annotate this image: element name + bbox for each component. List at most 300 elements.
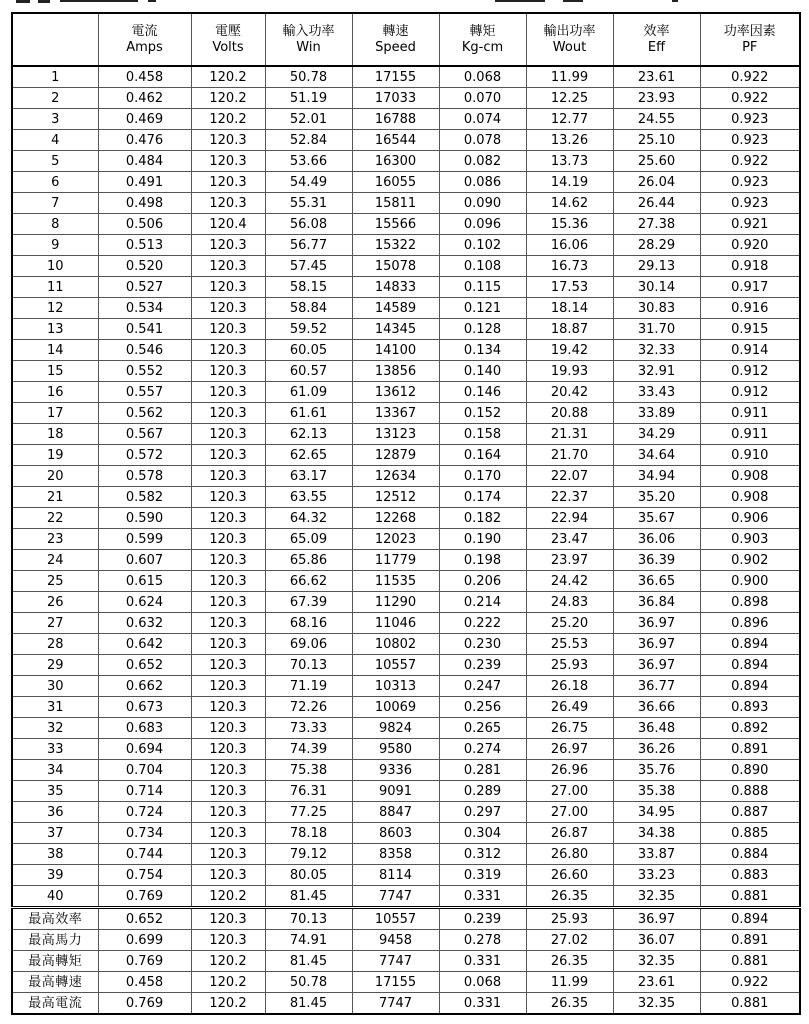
cell-win: 68.16 <box>265 613 352 634</box>
table-row <box>12 487 800 508</box>
table-row <box>12 88 800 109</box>
column-header-win <box>265 13 352 66</box>
column-header-en: Kg-cm <box>461 39 504 55</box>
cell-win: 73.33 <box>265 718 352 739</box>
cell-win: 51.19 <box>265 88 352 109</box>
cell-index: 9 <box>12 235 98 256</box>
table-row <box>12 193 800 214</box>
cell-volts: 120.3 <box>191 613 265 634</box>
cell-win: 67.39 <box>265 592 352 613</box>
cell-volts: 120.2 <box>191 109 265 130</box>
cell-amps: 0.704 <box>98 760 191 781</box>
cell-amps: 0.673 <box>98 697 191 718</box>
column-header-eff <box>613 13 700 66</box>
cell-speed: 15566 <box>352 214 439 235</box>
column-header-zh: 轉速 <box>382 23 409 39</box>
cell-eff: 32.35 <box>613 886 700 908</box>
cell-wout: 21.70 <box>526 445 613 466</box>
cell-eff: 36.77 <box>613 676 700 697</box>
table-row <box>12 676 800 697</box>
cell-index: 10 <box>12 256 98 277</box>
cell-wout: 19.42 <box>526 340 613 361</box>
cell-volts: 120.2 <box>191 66 265 88</box>
cell-wout: 11.99 <box>526 66 613 88</box>
column-header-index <box>12 13 98 66</box>
summary-rows <box>12 908 800 1015</box>
cell-speed: 8847 <box>352 802 439 823</box>
cell-volts: 120.3 <box>191 487 265 508</box>
cell-amps: 0.534 <box>98 298 191 319</box>
cell-win: 61.61 <box>265 403 352 424</box>
summary-label: 最高馬力 <box>12 930 98 951</box>
cell-win: 74.39 <box>265 739 352 760</box>
cell-eff: 32.35 <box>613 993 700 1015</box>
cell-win: 71.19 <box>265 676 352 697</box>
cell-index: 7 <box>12 193 98 214</box>
cell-torque: 0.274 <box>439 739 526 760</box>
table-row <box>12 445 800 466</box>
cell-pf: 0.898 <box>700 592 800 613</box>
cell-wout: 26.18 <box>526 676 613 697</box>
cell-eff: 36.84 <box>613 592 700 613</box>
cell-torque: 0.140 <box>439 361 526 382</box>
cell-torque: 0.090 <box>439 193 526 214</box>
cell-pf: 0.891 <box>700 930 800 951</box>
cell-amps: 0.694 <box>98 739 191 760</box>
cell-volts: 120.3 <box>191 235 265 256</box>
cell-amps: 0.662 <box>98 676 191 697</box>
cell-amps: 0.458 <box>98 972 191 993</box>
cell-volts: 120.3 <box>191 908 265 930</box>
cell-pf: 0.894 <box>700 676 800 697</box>
cell-index: 35 <box>12 781 98 802</box>
cell-wout: 23.47 <box>526 529 613 550</box>
cell-pf: 0.917 <box>700 277 800 298</box>
cell-index: 4 <box>12 130 98 151</box>
cell-wout: 21.31 <box>526 424 613 445</box>
column-header-zh: 輸入功率 <box>282 23 335 39</box>
cell-index: 37 <box>12 823 98 844</box>
cell-wout: 16.06 <box>526 235 613 256</box>
cell-speed: 13123 <box>352 424 439 445</box>
table-header <box>12 13 800 66</box>
cell-pf: 0.923 <box>700 193 800 214</box>
cell-pf: 0.916 <box>700 298 800 319</box>
cell-wout: 22.07 <box>526 466 613 487</box>
cell-speed: 14345 <box>352 319 439 340</box>
cell-pf: 0.923 <box>700 130 800 151</box>
cell-amps: 0.484 <box>98 151 191 172</box>
cell-pf: 0.923 <box>700 109 800 130</box>
cell-speed: 14589 <box>352 298 439 319</box>
cell-index: 31 <box>12 697 98 718</box>
table-row <box>12 844 800 865</box>
summary-row <box>12 972 800 993</box>
cell-volts: 120.3 <box>191 508 265 529</box>
cell-speed: 9336 <box>352 760 439 781</box>
cell-pf: 0.881 <box>700 886 800 908</box>
cell-eff: 33.43 <box>613 382 700 403</box>
cell-speed: 17155 <box>352 972 439 993</box>
cell-eff: 36.66 <box>613 697 700 718</box>
cell-eff: 28.29 <box>613 235 700 256</box>
cell-speed: 17033 <box>352 88 439 109</box>
cell-speed: 8603 <box>352 823 439 844</box>
cell-win: 76.31 <box>265 781 352 802</box>
cell-wout: 12.77 <box>526 109 613 130</box>
cell-torque: 0.222 <box>439 613 526 634</box>
cell-amps: 0.578 <box>98 466 191 487</box>
cell-volts: 120.3 <box>191 319 265 340</box>
cell-index: 34 <box>12 760 98 781</box>
cell-wout: 20.88 <box>526 403 613 424</box>
cell-pf: 0.887 <box>700 802 800 823</box>
cell-eff: 36.06 <box>613 529 700 550</box>
cell-pf: 0.894 <box>700 655 800 676</box>
cell-eff: 29.13 <box>613 256 700 277</box>
table-row <box>12 718 800 739</box>
cell-volts: 120.3 <box>191 445 265 466</box>
cell-wout: 26.60 <box>526 865 613 886</box>
cell-amps: 0.744 <box>98 844 191 865</box>
cell-amps: 0.632 <box>98 613 191 634</box>
cell-wout: 12.25 <box>526 88 613 109</box>
cell-amps: 0.462 <box>98 88 191 109</box>
cell-pf: 0.911 <box>700 424 800 445</box>
cell-speed: 10557 <box>352 908 439 930</box>
cell-index: 28 <box>12 634 98 655</box>
summary-label: 最高效率 <box>12 908 98 930</box>
cell-win: 77.25 <box>265 802 352 823</box>
cell-eff: 25.60 <box>613 151 700 172</box>
cell-index: 5 <box>12 151 98 172</box>
cell-volts: 120.3 <box>191 718 265 739</box>
table-row <box>12 886 800 908</box>
table-row <box>12 340 800 361</box>
cell-torque: 0.158 <box>439 424 526 445</box>
cell-amps: 0.557 <box>98 382 191 403</box>
cell-torque: 0.239 <box>439 655 526 676</box>
cell-speed: 13856 <box>352 361 439 382</box>
cell-index: 38 <box>12 844 98 865</box>
cell-volts: 120.3 <box>191 256 265 277</box>
cell-torque: 0.281 <box>439 760 526 781</box>
cell-volts: 120.2 <box>191 88 265 109</box>
table-row <box>12 865 800 886</box>
cell-eff: 34.29 <box>613 424 700 445</box>
cell-wout: 13.26 <box>526 130 613 151</box>
cell-index: 15 <box>12 361 98 382</box>
table-row <box>12 403 800 424</box>
cell-win: 66.62 <box>265 571 352 592</box>
cell-wout: 20.42 <box>526 382 613 403</box>
cell-torque: 0.331 <box>439 993 526 1015</box>
cell-index: 8 <box>12 214 98 235</box>
cell-speed: 14833 <box>352 277 439 298</box>
cell-win: 50.78 <box>265 66 352 88</box>
cell-torque: 0.319 <box>439 865 526 886</box>
table-row <box>12 298 800 319</box>
cell-speed: 10313 <box>352 676 439 697</box>
cell-amps: 0.546 <box>98 340 191 361</box>
cell-pf: 0.881 <box>700 993 800 1015</box>
cell-win: 65.09 <box>265 529 352 550</box>
cell-wout: 15.36 <box>526 214 613 235</box>
cell-speed: 10069 <box>352 697 439 718</box>
cell-wout: 13.73 <box>526 151 613 172</box>
cell-speed: 7747 <box>352 886 439 908</box>
cell-wout: 22.94 <box>526 508 613 529</box>
table-row <box>12 235 800 256</box>
cell-volts: 120.3 <box>191 550 265 571</box>
cell-amps: 0.582 <box>98 487 191 508</box>
cell-torque: 0.146 <box>439 382 526 403</box>
cell-wout: 18.14 <box>526 298 613 319</box>
cell-index: 29 <box>12 655 98 676</box>
cell-speed: 12023 <box>352 529 439 550</box>
cell-volts: 120.3 <box>191 676 265 697</box>
cell-pf: 0.891 <box>700 739 800 760</box>
cell-volts: 120.3 <box>191 844 265 865</box>
cell-torque: 0.068 <box>439 972 526 993</box>
cell-eff: 36.48 <box>613 718 700 739</box>
cell-wout: 25.20 <box>526 613 613 634</box>
cell-torque: 0.182 <box>439 508 526 529</box>
table-row <box>12 760 800 781</box>
cell-torque: 0.174 <box>439 487 526 508</box>
cell-index: 32 <box>12 718 98 739</box>
cell-torque: 0.086 <box>439 172 526 193</box>
cell-speed: 12879 <box>352 445 439 466</box>
cell-pf: 0.922 <box>700 66 800 88</box>
cell-index: 30 <box>12 676 98 697</box>
cell-pf: 0.908 <box>700 487 800 508</box>
cell-pf: 0.908 <box>700 466 800 487</box>
cell-index: 21 <box>12 487 98 508</box>
cell-speed: 12634 <box>352 466 439 487</box>
cell-torque: 0.297 <box>439 802 526 823</box>
cell-win: 64.32 <box>265 508 352 529</box>
column-header-amps <box>98 13 191 66</box>
cell-wout: 14.19 <box>526 172 613 193</box>
cell-index: 23 <box>12 529 98 550</box>
cell-speed: 7747 <box>352 993 439 1015</box>
cell-pf: 0.894 <box>700 908 800 930</box>
cell-pf: 0.912 <box>700 382 800 403</box>
cell-eff: 36.97 <box>613 908 700 930</box>
table-row <box>12 214 800 235</box>
cell-win: 79.12 <box>265 844 352 865</box>
cell-wout: 11.99 <box>526 972 613 993</box>
cell-volts: 120.3 <box>191 760 265 781</box>
cell-eff: 33.87 <box>613 844 700 865</box>
cell-eff: 36.39 <box>613 550 700 571</box>
cell-volts: 120.4 <box>191 214 265 235</box>
column-header-torque <box>439 13 526 66</box>
cell-wout: 26.35 <box>526 951 613 972</box>
cell-torque: 0.152 <box>439 403 526 424</box>
cell-wout: 26.87 <box>526 823 613 844</box>
cell-eff: 32.35 <box>613 951 700 972</box>
summary-label: 最高轉矩 <box>12 951 98 972</box>
cell-eff: 35.76 <box>613 760 700 781</box>
cell-wout: 26.75 <box>526 718 613 739</box>
table-row <box>12 466 800 487</box>
cell-volts: 120.3 <box>191 823 265 844</box>
cell-eff: 30.83 <box>613 298 700 319</box>
cell-torque: 0.082 <box>439 151 526 172</box>
cell-speed: 10557 <box>352 655 439 676</box>
cell-amps: 0.769 <box>98 886 191 908</box>
cell-index: 25 <box>12 571 98 592</box>
column-header-zh: 電流 <box>131 23 158 39</box>
cell-amps: 0.469 <box>98 109 191 130</box>
cell-speed: 12512 <box>352 487 439 508</box>
cell-amps: 0.476 <box>98 130 191 151</box>
column-header-en: PF <box>742 39 758 55</box>
cell-eff: 23.61 <box>613 66 700 88</box>
cell-torque: 0.304 <box>439 823 526 844</box>
cell-pf: 0.883 <box>700 865 800 886</box>
cell-amps: 0.652 <box>98 655 191 676</box>
cell-eff: 34.38 <box>613 823 700 844</box>
column-header-wout <box>526 13 613 66</box>
cell-torque: 0.265 <box>439 718 526 739</box>
cell-win: 50.78 <box>265 972 352 993</box>
table-row <box>12 109 800 130</box>
cell-torque: 0.070 <box>439 88 526 109</box>
cell-pf: 0.922 <box>700 88 800 109</box>
table-row <box>12 823 800 844</box>
cell-torque: 0.206 <box>439 571 526 592</box>
cell-win: 74.91 <box>265 930 352 951</box>
cell-pf: 0.893 <box>700 697 800 718</box>
cell-index: 6 <box>12 172 98 193</box>
cell-volts: 120.3 <box>191 277 265 298</box>
cell-torque: 0.198 <box>439 550 526 571</box>
header-row <box>12 13 800 66</box>
cell-win: 52.84 <box>265 130 352 151</box>
cell-pf: 0.906 <box>700 508 800 529</box>
cell-speed: 8358 <box>352 844 439 865</box>
cell-speed: 16788 <box>352 109 439 130</box>
cell-amps: 0.498 <box>98 193 191 214</box>
cell-torque: 0.096 <box>439 214 526 235</box>
cell-torque: 0.164 <box>439 445 526 466</box>
cell-amps: 0.754 <box>98 865 191 886</box>
column-header-zh: 電壓 <box>214 23 241 39</box>
cell-speed: 16300 <box>352 151 439 172</box>
cell-win: 81.45 <box>265 993 352 1015</box>
column-header-zh: 效率 <box>643 23 670 39</box>
cell-index: 3 <box>12 109 98 130</box>
cell-speed: 16544 <box>352 130 439 151</box>
cell-index: 39 <box>12 865 98 886</box>
cell-eff: 32.91 <box>613 361 700 382</box>
cell-win: 56.77 <box>265 235 352 256</box>
table-row <box>12 130 800 151</box>
cell-torque: 0.102 <box>439 235 526 256</box>
cell-speed: 17155 <box>352 66 439 88</box>
cell-speed: 14100 <box>352 340 439 361</box>
table-row <box>12 66 800 88</box>
cell-eff: 35.20 <box>613 487 700 508</box>
column-header-zh: 轉矩 <box>469 23 496 39</box>
cell-speed: 11046 <box>352 613 439 634</box>
cell-wout: 26.97 <box>526 739 613 760</box>
cell-amps: 0.642 <box>98 634 191 655</box>
cell-pf: 0.894 <box>700 634 800 655</box>
column-header-speed <box>352 13 439 66</box>
table-row <box>12 592 800 613</box>
cell-win: 81.45 <box>265 951 352 972</box>
cell-pf: 0.902 <box>700 550 800 571</box>
column-header-en: Speed <box>375 39 416 55</box>
measurement-rows <box>12 66 800 908</box>
cell-pf: 0.922 <box>700 972 800 993</box>
cell-volts: 120.3 <box>191 382 265 403</box>
cell-volts: 120.3 <box>191 592 265 613</box>
column-header-en: Volts <box>212 39 244 55</box>
cell-speed: 11290 <box>352 592 439 613</box>
cell-pf: 0.915 <box>700 319 800 340</box>
cell-wout: 25.93 <box>526 655 613 676</box>
cell-win: 55.31 <box>265 193 352 214</box>
summary-label: 最高轉速 <box>12 972 98 993</box>
cell-wout: 27.00 <box>526 802 613 823</box>
cell-eff: 36.97 <box>613 634 700 655</box>
cell-amps: 0.527 <box>98 277 191 298</box>
cell-amps: 0.572 <box>98 445 191 466</box>
cell-speed: 9824 <box>352 718 439 739</box>
cell-volts: 120.3 <box>191 340 265 361</box>
cell-volts: 120.3 <box>191 172 265 193</box>
cell-amps: 0.599 <box>98 529 191 550</box>
summary-row <box>12 930 800 951</box>
cell-volts: 120.2 <box>191 886 265 908</box>
cell-volts: 120.3 <box>191 571 265 592</box>
cell-amps: 0.734 <box>98 823 191 844</box>
cell-amps: 0.458 <box>98 66 191 88</box>
cell-torque: 0.331 <box>439 951 526 972</box>
cell-speed: 13367 <box>352 403 439 424</box>
cell-speed: 15078 <box>352 256 439 277</box>
cell-speed: 13612 <box>352 382 439 403</box>
cell-torque: 0.214 <box>439 592 526 613</box>
cell-torque: 0.078 <box>439 130 526 151</box>
column-header-volts <box>191 13 265 66</box>
cell-index: 24 <box>12 550 98 571</box>
cell-wout: 25.93 <box>526 908 613 930</box>
cell-amps: 0.541 <box>98 319 191 340</box>
cell-eff: 36.07 <box>613 930 700 951</box>
cell-torque: 0.239 <box>439 908 526 930</box>
cell-win: 70.13 <box>265 908 352 930</box>
table-row <box>12 424 800 445</box>
cell-volts: 120.2 <box>191 972 265 993</box>
cell-win: 58.84 <box>265 298 352 319</box>
motor-performance-table <box>11 12 801 1015</box>
table-row <box>12 550 800 571</box>
cell-speed: 11535 <box>352 571 439 592</box>
cell-volts: 120.3 <box>191 193 265 214</box>
column-header-en: Eff <box>647 39 666 55</box>
cell-speed: 15322 <box>352 235 439 256</box>
cell-amps: 0.607 <box>98 550 191 571</box>
cell-speed: 9458 <box>352 930 439 951</box>
cell-speed: 8114 <box>352 865 439 886</box>
cell-wout: 24.83 <box>526 592 613 613</box>
